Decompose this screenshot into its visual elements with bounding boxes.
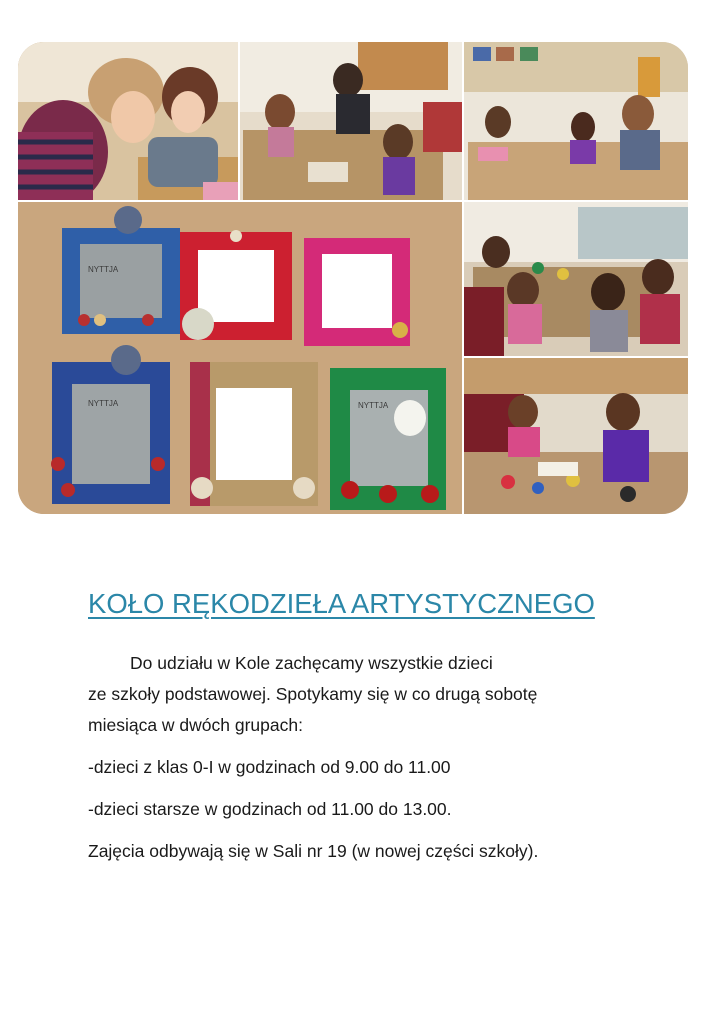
photo-girls-crafting: [18, 42, 238, 204]
group-younger: -dzieci z klas 0-I w godzinach od 9.00 do 11.00: [88, 757, 451, 777]
photo-collage: [18, 42, 688, 514]
photo-children-working: [464, 202, 688, 356]
page-title: KOŁO RĘKODZIEŁA ARTYSTYCZNEGO: [88, 588, 595, 619]
photo-classroom-group: [464, 42, 688, 200]
group-older: -dzieci starsze w godzinach od 11.00 do 13.00.: [88, 799, 452, 819]
frame-label-1: NYTTJA: [88, 265, 119, 274]
photo-classroom-table: [240, 42, 462, 200]
photo-decorated-frames: [18, 202, 462, 514]
intro-line-3: miesiąca w dwóch grupach:: [88, 715, 303, 735]
intro-line-2: ze szkoły podstawowej. Spotykamy się w co drugą sobotę: [88, 684, 538, 704]
frame-label-3: NYTTJA: [358, 401, 389, 410]
location-info: Zajęcia odbywają się w Sali nr 19 (w nowej części szkoły).: [88, 841, 539, 861]
photo-girls-at-table: [464, 358, 688, 514]
frame-label-2: NYTTJA: [88, 399, 119, 408]
intro-line-1: Do udziału w Kole zachęcamy wszystkie dzieci: [130, 653, 493, 673]
document-body: [88, 648, 648, 867]
